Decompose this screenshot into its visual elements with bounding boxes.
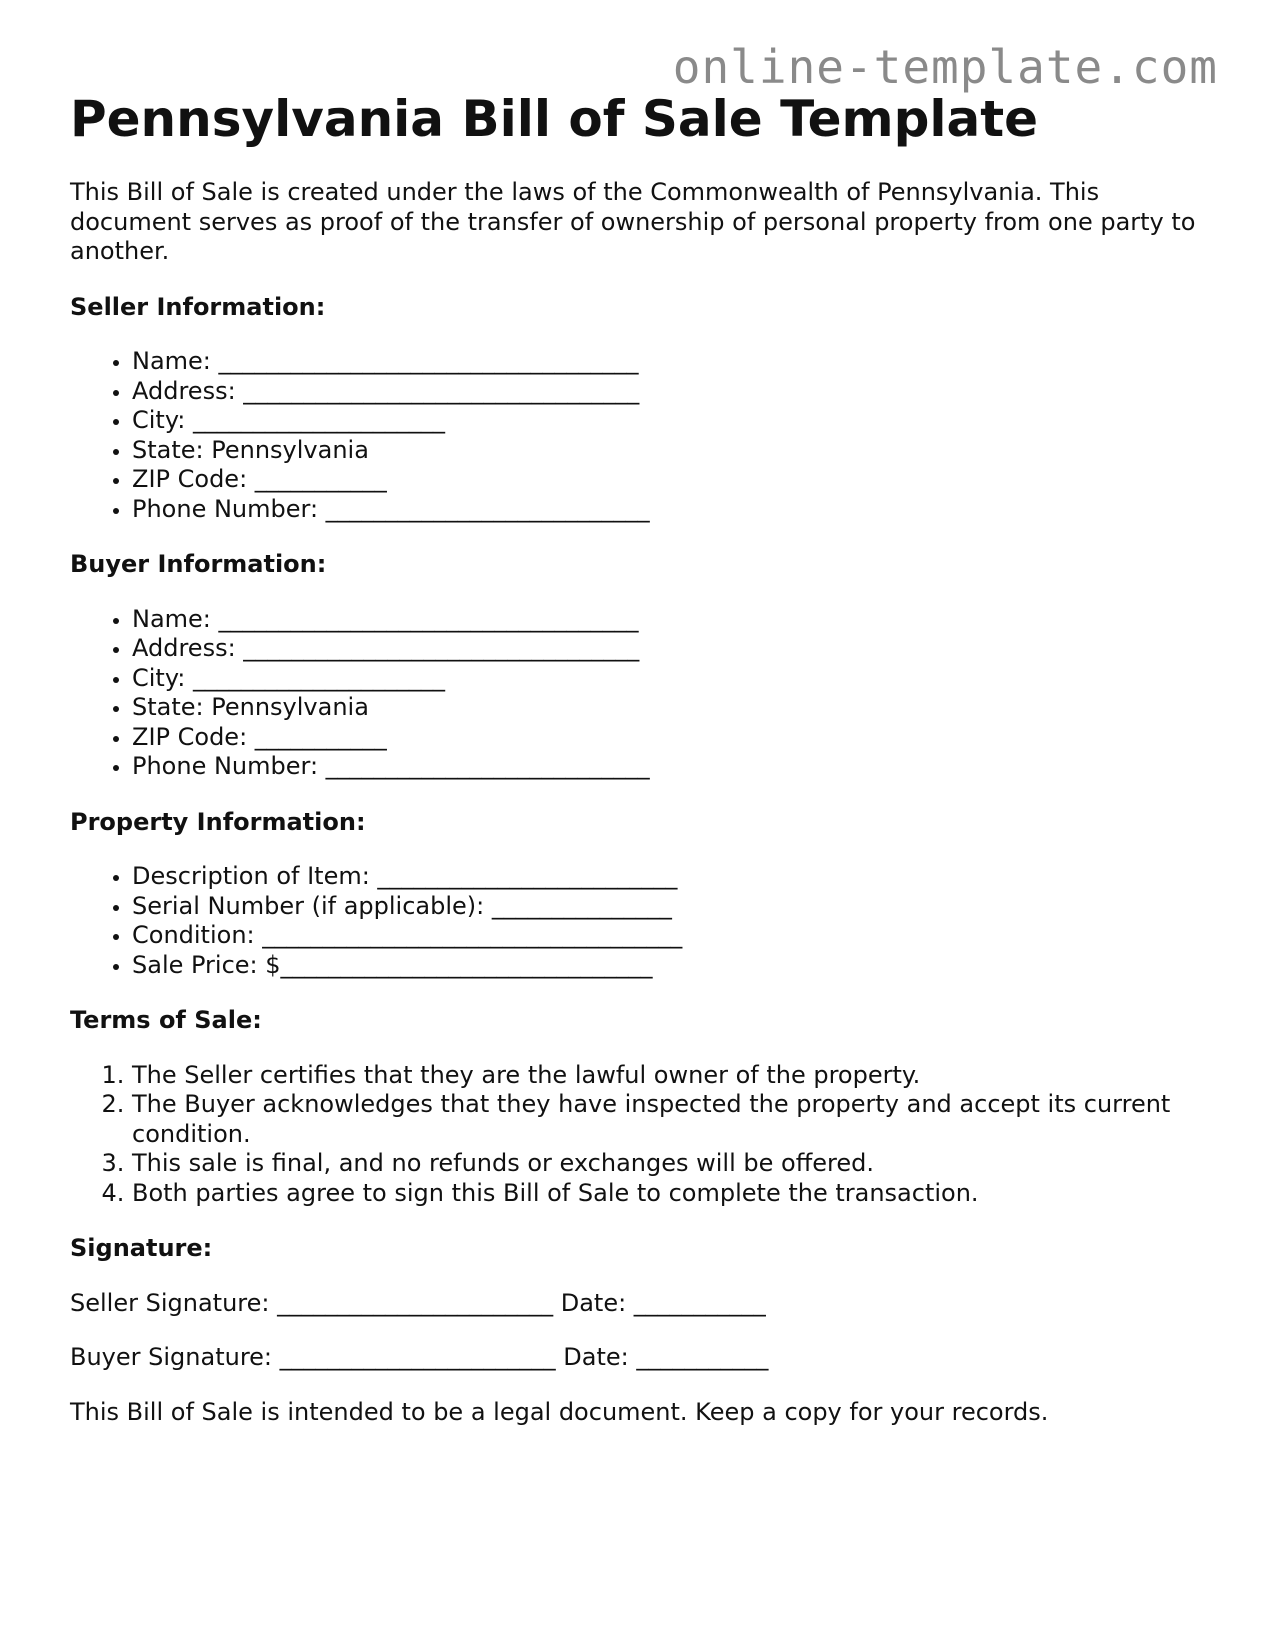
seller-heading: Seller Information: [70,292,326,321]
terms-list [70,1061,1200,1209]
property-heading: Property Information: [70,807,366,836]
buyer-phone-field: • Phone Number: ___________________________ [132,752,1200,782]
seller-state-field: • State: Pennsylvania [132,436,1200,466]
buyer-name-field: • Name: ___________________________________ [132,605,1200,635]
property-description-field: • Description of Item: _________________________ [132,862,1200,892]
buyer-city-field: • City: _____________________ [132,664,1200,694]
buyer-zip-field: • ZIP Code: ___________ [132,723,1200,753]
seller-zip-field: • ZIP Code: ___________ [132,465,1200,495]
property-serial-field: • Serial Number (if applicable): _______________ [132,892,1200,922]
terms-heading: Terms of Sale: [70,1006,262,1034]
signature-heading: Signature: [70,1234,213,1262]
document-page [70,86,1200,1427]
buyer-signature-line: Buyer Signature: _______________________ Date: ___________ [70,1343,769,1371]
seller-name-field: • Name: ___________________________________ [132,347,1200,377]
term-item: 4. Both parties agree to sign this Bill of Sale to complete the transaction. [132,1179,1200,1209]
seller-phone-field: • Phone Number: ___________________________ [132,495,1200,525]
term-item: 3. This sale is final, and no refunds or exchanges will be offered. [132,1149,1200,1179]
watermark: online-template.com [672,40,1218,94]
seller-city-field: • City: _____________________ [132,406,1200,436]
seller-address-field: • Address: _________________________________ [132,377,1200,407]
seller-fields-list [70,347,1200,524]
term-item: 1. The Seller certifies that they are the lawful owner of the property. [132,1061,1200,1091]
property-condition-field: • Condition: ___________________________________ [132,921,1200,951]
term-item: 2. The Buyer acknowledges that they have inspected the property and accept its current condition. [132,1090,1200,1149]
property-price-field: • Sale Price: $_______________________________ [132,951,1200,981]
buyer-fields-list [70,605,1200,782]
buyer-heading: Buyer Information: [70,550,327,578]
buyer-state-field: • State: Pennsylvania [132,693,1200,723]
seller-signature-line: Seller Signature: _______________________ Date: ___________ [70,1288,766,1317]
buyer-address-field: • Address: _________________________________ [132,634,1200,664]
page-title: Pennsylvania Bill of Sale Template [70,90,1039,148]
intro-paragraph: This Bill of Sale is created under the laws of the Commonwealth of Pennsylvania. This document serves as proof of the transfer of ownership of personal property from one party to another. [70,178,1196,265]
property-fields-list [70,862,1200,980]
closing-paragraph: This Bill of Sale is intended to be a legal document. Keep a copy for your records. [70,1397,1049,1426]
